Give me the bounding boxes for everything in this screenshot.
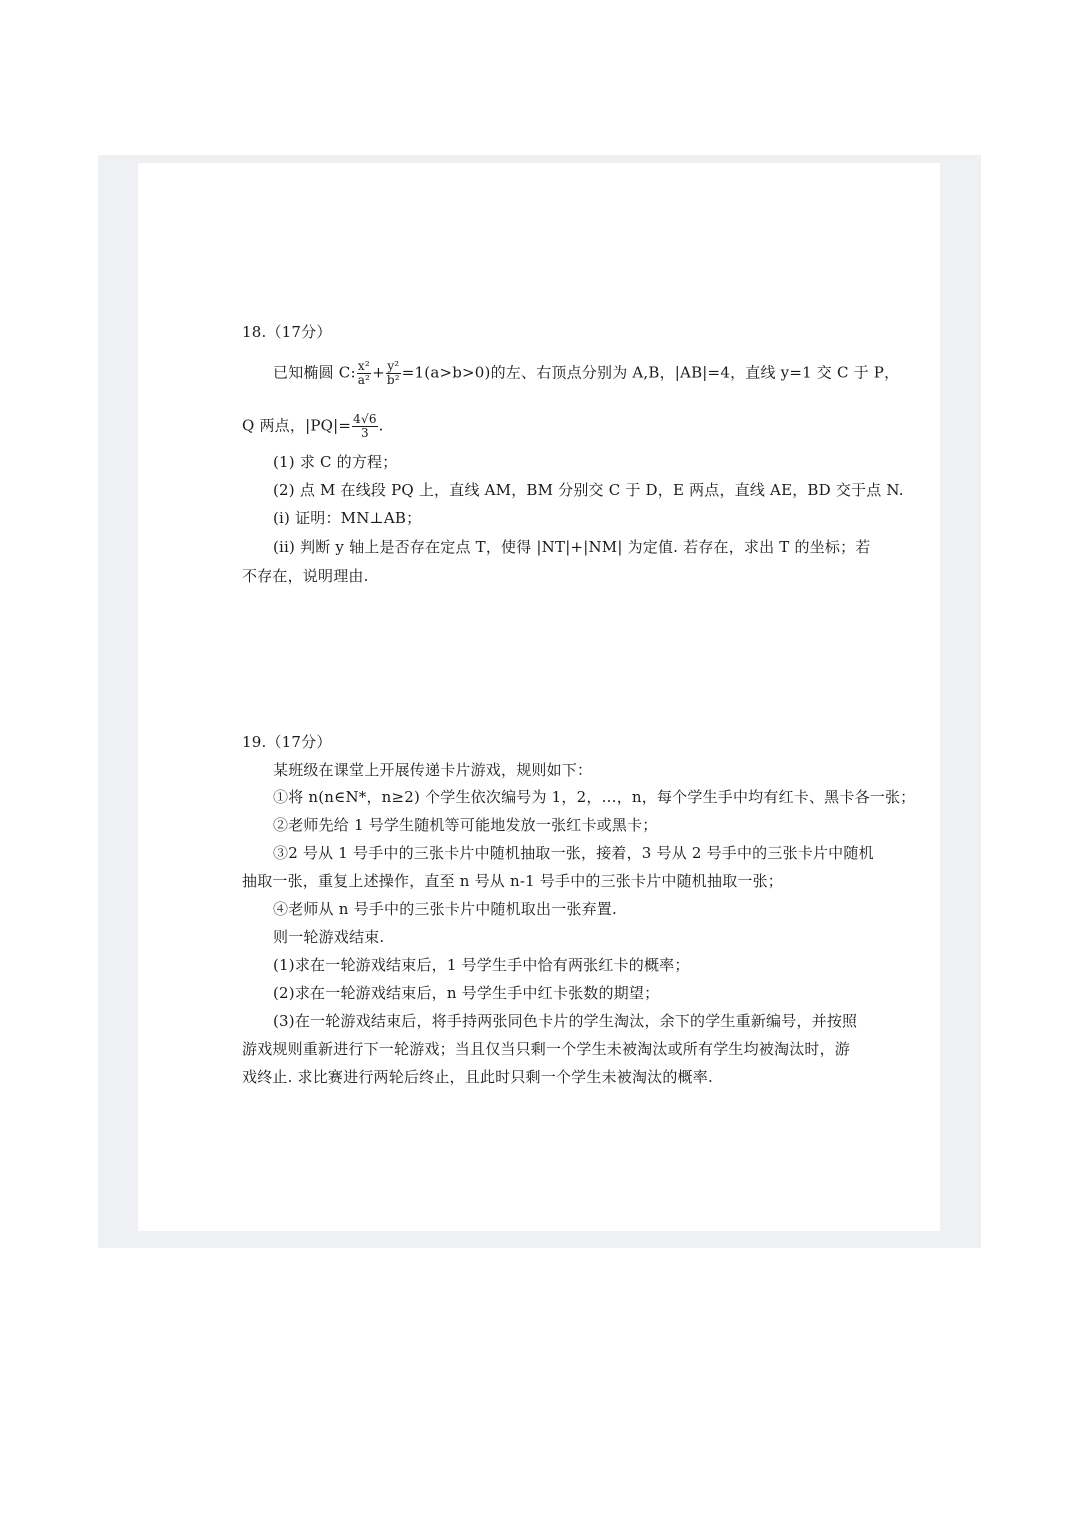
q18-part-2: (2) 点 M 在线段 PQ 上，直线 AM，BM 分别交 C 于 D，E 两点，直线 AE，BD 交于点 N. (273, 481, 904, 499)
q18-heading (242, 322, 332, 342)
q18-part-2-i: (i) 证明：MN⊥AB； (273, 509, 422, 527)
q19-part-3: (3)在一轮游戏结束后，将手持两张同色卡片的学生淘汰，余下的学生重新编号，并按照 (273, 1012, 858, 1030)
ellipse-x-denominator: a² (357, 373, 371, 387)
q19-intro: 某班级在课堂上开展传递卡片游戏，规则如下： (273, 761, 593, 779)
ellipse-y-fraction (386, 360, 401, 387)
q19-rule-3-cont: 抽取一张，重复上述操作，直至 n 号从 n-1 号手中的三张卡片中随机抽取一张； (242, 872, 784, 890)
q19-part-3-cont-2: 戏终止. 求比赛进行两轮后终止，且此时只剩一个学生未被淘汰的概率. (242, 1068, 713, 1086)
pq-denominator: 3 (360, 426, 369, 440)
ellipse-plus: + (372, 363, 385, 382)
q19-rule-1: ①将 n(n∈N*，n≥2) 个学生依次编号为 1，2，…，n，每个学生手中均有红卡、黑卡各一张； (273, 788, 916, 806)
q18-stem-line-2 (242, 413, 384, 440)
ellipse-x-fraction (357, 360, 371, 387)
q18-stem-b: =1(a>b>0)的左、右顶点分别为 A,B，|AB|=4，直线 y=1 交 C 于 P， (401, 363, 900, 382)
q19-part-3-cont-1: 游戏规则重新进行下一轮游戏；当且仅当只剩一个学生未被淘汰或所有学生均被淘汰时，游 (242, 1040, 851, 1058)
q18-stem-d: . (378, 416, 384, 435)
q19-part-2: (2)求在一轮游戏结束后，n 号学生手中红卡张数的期望； (273, 984, 660, 1002)
q18-part-2-ii: (ii) 判断 y 轴上是否存在定点 T，使得 |NT|+|NM| 为定值. 若存在，求出 T 的坐标；若 (273, 538, 871, 556)
q19-round-end: 则一轮游戏结束. (273, 928, 385, 946)
q18-stem-a: 已知椭圆 C: (273, 363, 356, 382)
pq-fraction (352, 413, 378, 440)
q19-rule-2: ②老师先给 1 号学生随机等可能地发放一张红卡或黑卡； (273, 816, 658, 834)
q18-heading-text: 18.（17分） (242, 323, 332, 341)
q19-part-1: (1)求在一轮游戏结束后，1 号学生手中恰有两张红卡的概率； (273, 956, 690, 974)
q19-rule-4: ④老师从 n 号手中的三张卡片中随机取出一张弃置. (273, 900, 617, 918)
q18-stem-c: Q 两点，|PQ|= (242, 416, 352, 435)
q19-rule-3: ③2 号从 1 号手中的三张卡片中随机抽取一张，接着，3 号从 2 号手中的三张卡片中随机 (273, 844, 874, 862)
ellipse-x-numerator: x² (357, 359, 370, 373)
q18-part-1: (1) 求 C 的方程； (273, 453, 398, 471)
q18-part-2-ii-cont: 不存在，说明理由. (242, 567, 369, 585)
ellipse-y-numerator: y² (387, 359, 400, 373)
q18-stem-line-1 (273, 360, 899, 387)
q19-heading: 19.（17分） (242, 733, 332, 751)
pq-numerator: 4√6 (353, 412, 377, 426)
ellipse-y-denominator: b² (386, 373, 400, 387)
